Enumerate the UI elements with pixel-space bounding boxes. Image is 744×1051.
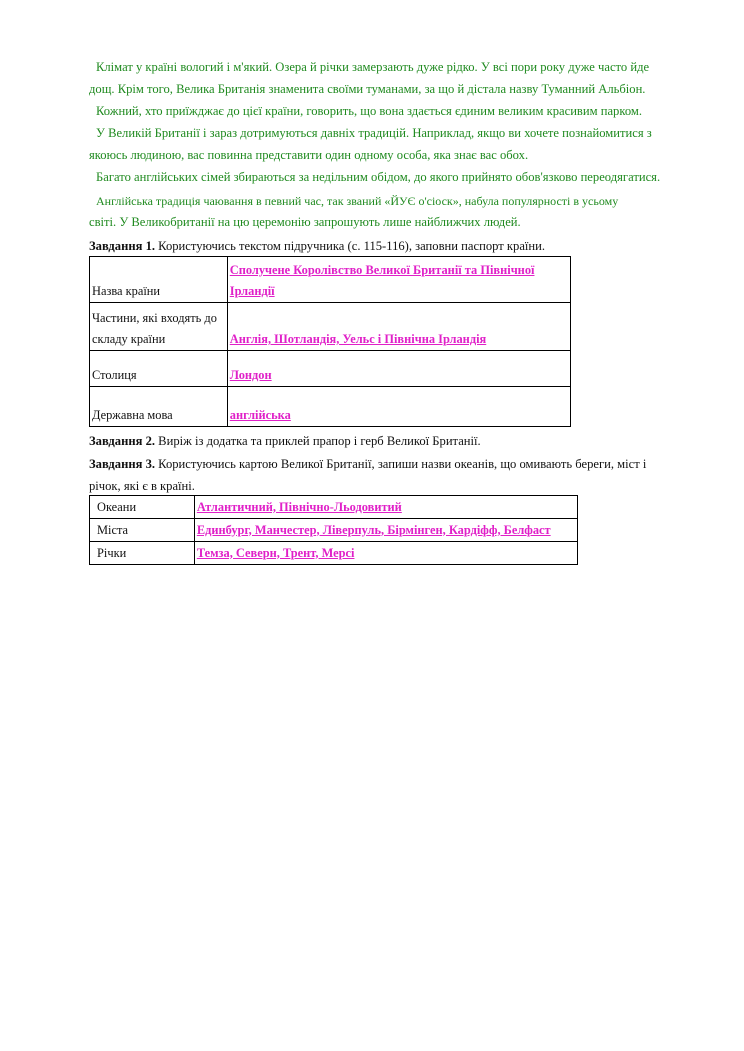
task1-label: Завдання 1. [89, 239, 156, 253]
country-passport-table [89, 256, 571, 427]
table-row [90, 303, 571, 351]
table-row [90, 257, 571, 303]
task1-heading [89, 239, 545, 254]
paragraph-park: Кожний, хто приїжджає до цієї країни, говорить, що вона здається єдиним великим красивим парком. [96, 104, 643, 118]
paragraph-tea-line1: Англійська традиція чаювання в певний час, так званий «ЙУЄ о'сіоск», набула популярності в усьому [96, 194, 619, 208]
cell-label-rivers: Річки [90, 542, 195, 565]
geography-table [89, 495, 578, 565]
cell-value-cities: Единбург, Манчестер, Ліверпуль, Бірмінген, Кардіфф, Белфаст [194, 519, 577, 542]
cell-label-oceans: Океани [90, 496, 195, 519]
table-row [90, 351, 571, 387]
paragraph-tea-line2: світі. У Великобританії на цю церемонію запрошують лише найближчих людей. [89, 215, 521, 229]
table-row [90, 387, 571, 427]
table-row [90, 542, 578, 565]
task3-heading [89, 457, 646, 472]
cell-value-country-name: Сполучене Королівство Великої Британії та Північної Ірландії [227, 257, 570, 303]
task2-heading [89, 434, 481, 449]
cell-value-rivers: Темза, Северн, Трент, Мерсі [194, 542, 577, 565]
paragraph-dinner: Багато англійських сімей збираються за недільним обідом, до якого прийнято обов'язково переодягатися. [96, 170, 661, 184]
table-row [90, 519, 578, 542]
paragraph-climate-line2: дощ. Крім того, Велика Британія знаменита своїми туманами, за що й дістала назву Туманний Альбіон. [89, 82, 646, 96]
task3-text-line1: Користуючись картою Великої Британії, запиши назви океанів, що омивають береги, міст і [155, 457, 647, 471]
cell-value-language: англійська [227, 387, 570, 427]
task3-text-line2: річок, які є в країні. [89, 479, 195, 493]
cell-label-cities: Міста [90, 519, 195, 542]
cell-label-parts: Частини, які входять до складу країни [90, 303, 228, 351]
cell-value-capital: Лондон [227, 351, 570, 387]
cell-label-capital: Столиця [90, 351, 228, 387]
cell-label-country-name: Назва країни [90, 257, 228, 303]
paragraph-climate-line1: Клімат у країні вологий і м'який. Озера й річки замерзають дуже рідко. У всі пори року дуже часто йде [96, 60, 650, 74]
cell-label-language: Державна мова [90, 387, 228, 427]
cell-value-parts: Англія, Шотландія, Уельс і Північна Ірландія [227, 303, 570, 351]
paragraph-traditions-line1: У Великій Британії і зараз дотримуються давніх традицій. Наприклад, якщо ви хочете познайомитися з [96, 126, 652, 140]
task1-text: Користуючись текстом підручника (с. 115-116), заповни паспорт країни. [155, 239, 546, 253]
task3-label: Завдання 3. [89, 457, 156, 471]
cell-value-oceans: Атлантичний, Північно-Льодовитий [194, 496, 577, 519]
paragraph-traditions-line2: якоюсь людиною, вас повинна представити один одному особа, яка знає вас обох. [89, 148, 529, 162]
task2-label: Завдання 2. [89, 434, 156, 448]
table-row [90, 496, 578, 519]
task2-text: Виріж із додатка та приклей прапор і герб Великої Британії. [155, 434, 481, 448]
